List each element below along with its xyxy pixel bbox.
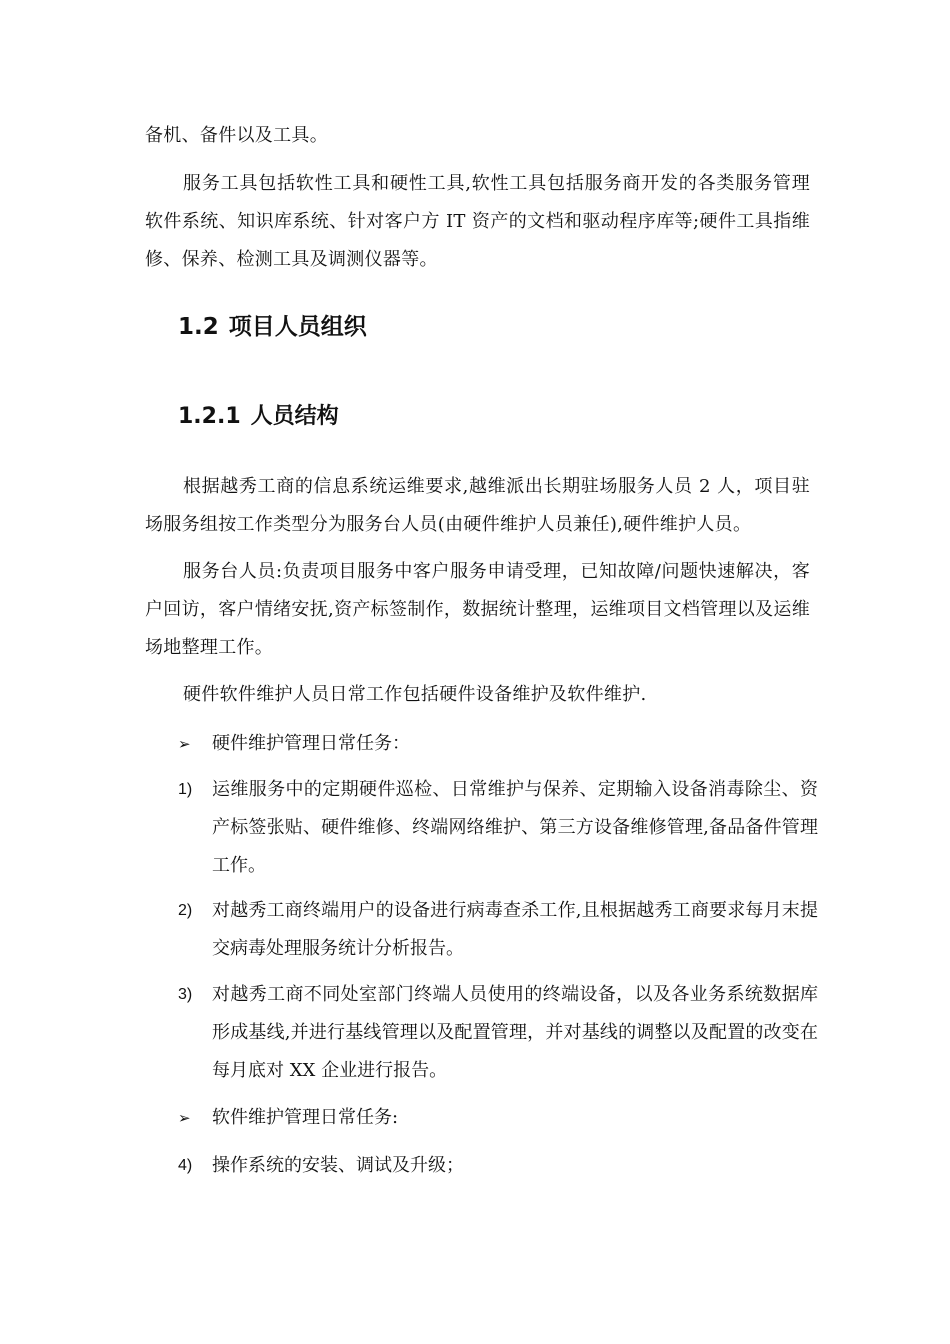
list-text: 操作系统的安装、调试及升级； <box>212 1155 464 1176</box>
bullet-label: 硬件维护管理日常任务： <box>212 733 410 754</box>
list-number: 4) <box>178 1157 193 1174</box>
list-item <box>178 976 818 1090</box>
paragraph-service-desk: 服务台人员:负责项目服务中客户服务申请受理，已知故障/问题快速解决，客户回访，客户情绪安抚,资产标签制作，数据统计整理，运维项目文档管理以及运维场地整理工作。 <box>145 561 810 658</box>
list-number: 1) <box>178 781 193 798</box>
list-item <box>178 892 818 968</box>
paragraph-staff-structure: 根据越秀工商的信息系统运维要求,越维派出长期驻场服务人员 2 人，项目驻场服务组按工作类型分为服务台人员(由硬件维护人员兼任),硬件维护人员。 <box>145 476 810 535</box>
heading-text: 人员结构 <box>250 404 339 429</box>
heading-1-2-1 <box>178 402 339 432</box>
heading-number: 1.2 <box>178 314 219 340</box>
list-text: 对越秀工商终端用户的设备进行病毒查杀工作,且根据越秀工商要求每月末提交病毒处理服务统计分析报告。 <box>212 900 818 959</box>
bullet-hardware-tasks <box>178 725 818 763</box>
list-text: 运维服务中的定期硬件巡检、日常维护与保养、定期输入设备消毒除尘、资产标签张贴、硬件维修、终端网络维护、第三方设备维修管理,备品备件管理工作。 <box>212 779 818 876</box>
bullet-label: 软件维护管理日常任务: <box>212 1107 399 1128</box>
arrow-bullet-icon: ➢ <box>178 1109 191 1127</box>
heading-1-2 <box>178 312 367 342</box>
heading-number: 1.2.1 <box>178 404 241 429</box>
paragraph-maintenance-staff: 硬件软件维护人员日常工作包括硬件设备维护及软件维护. <box>183 684 647 705</box>
list-text: 对越秀工商不同处室部门终端人员使用的终端设备，以及各业务系统数据库形成基线,并进行基线管理以及配置管理，并对基线的调整以及配置的改变在每月底对 XX 企业进行报告。 <box>212 984 818 1081</box>
heading-text: 项目人员组织 <box>228 314 367 340</box>
list-item <box>178 1147 818 1185</box>
paragraph-spare-parts: 备机、备件以及工具。 <box>145 125 328 146</box>
list-item <box>178 771 818 885</box>
paragraph-service-tools: 服务工具包括软性工具和硬性工具,软性工具包括服务商开发的各类服务管理软件系统、知识库系统、针对客户方 IT 资产的文档和驱动程序库等;硬件工具指维修、保养、检测工具及调测仪器等。 <box>145 173 810 270</box>
bullet-software-tasks <box>178 1099 818 1137</box>
list-number: 2) <box>178 902 193 919</box>
arrow-bullet-icon: ➢ <box>178 735 191 753</box>
list-number: 3) <box>178 986 193 1003</box>
